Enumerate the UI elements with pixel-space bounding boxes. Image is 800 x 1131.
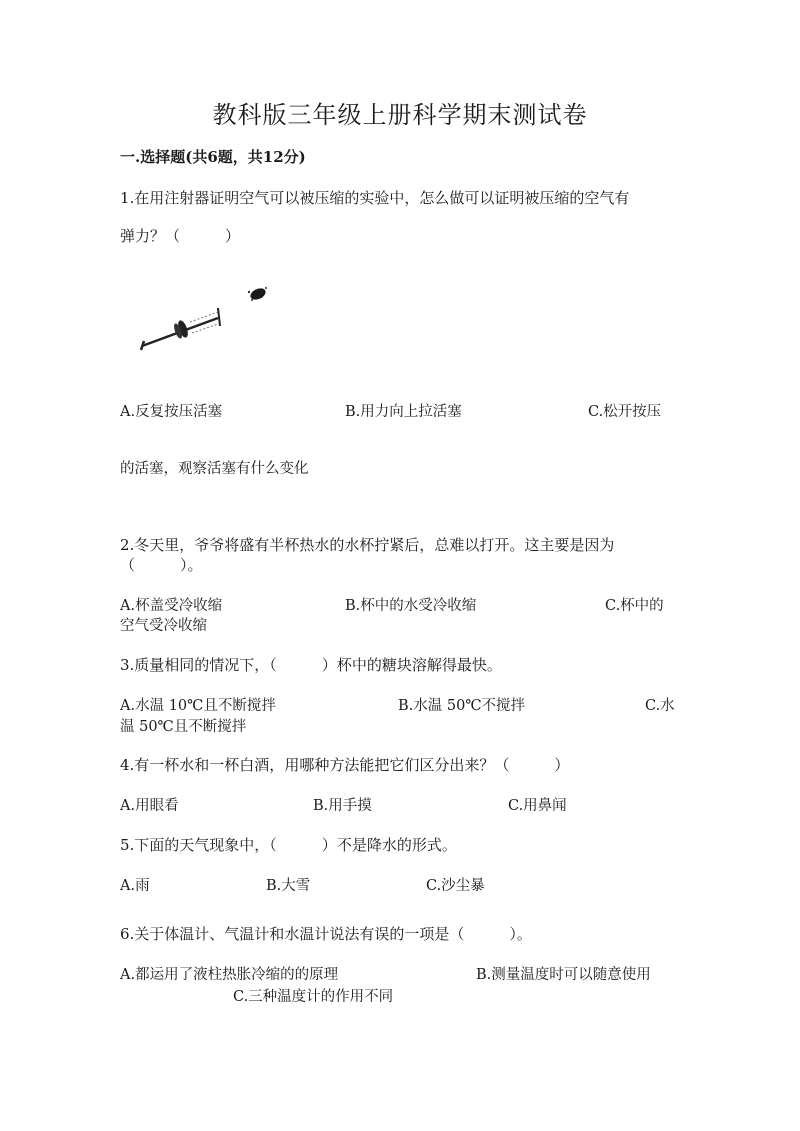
syringe-body <box>141 308 220 350</box>
question-3-option-a: A.水温 10℃且不断搅拌 <box>120 698 276 714</box>
question-6-option-c: C.三种温度计的作用不同 <box>233 989 394 1005</box>
question-3-option-b: B.水温 50℃不搅拌 <box>398 698 526 714</box>
question-1-stem-line-2: 弹力？（ ） <box>120 227 241 245</box>
question-4-option-c: C.用鼻闻 <box>508 798 567 814</box>
syringe-illustration <box>130 270 290 370</box>
question-2-option-b: B.杯中的水受冷收缩 <box>345 598 477 614</box>
question-5-stem: 5.下面的天气现象中，（ ）不是降水的形式。 <box>120 836 457 854</box>
syringe-cap <box>248 286 268 302</box>
question-3-option-c: C.水 <box>645 698 675 714</box>
question-3-stem: 3.质量相同的情况下，（ ）杯中的糖块溶解得最快。 <box>120 656 502 674</box>
question-5-option-b: B.大雪 <box>266 878 311 894</box>
question-5-option-a: A.雨 <box>120 878 150 894</box>
question-2-option-a: A.杯盖受冷收缩 <box>120 598 223 614</box>
question-1-stem-line-1: 1.在用注射器证明空气可以被压缩的实验中，怎么做可以证明被压缩的空气有 <box>120 189 630 207</box>
question-4-stem: 4.有一杯水和一杯白酒，用哪种方法能把它们区分出来？（ ） <box>120 756 570 774</box>
page-title: 教科版三年级上册科学期末测试卷 <box>212 101 588 129</box>
question-2-stem-line-1: 2.冬天里，爷爷将盛有半杯热水的水杯拧紧后，总难以打开。这主要是因为 <box>120 536 615 554</box>
question-1-option-b: B.用力向上拉活塞 <box>345 404 462 420</box>
question-2-option-c-continuation: 空气受冷收缩 <box>120 618 207 634</box>
question-1-option-c: C.松开按压 <box>588 404 662 420</box>
question-6-option-b: B.测量温度时可以随意使用 <box>476 967 651 983</box>
question-6-option-a: A.都运用了液柱热胀冷缩的的原理 <box>120 967 339 983</box>
question-1-option-c-continuation: 的活塞，观察活塞有什么变化 <box>120 461 309 477</box>
question-2-option-c: C.杯中的 <box>605 598 664 614</box>
question-3-option-c-continuation: 温 50℃且不断搅拌 <box>120 719 247 735</box>
section-heading: 一.选择题(共6题，共12分) <box>120 148 306 166</box>
question-1-option-a: A.反复按压活塞 <box>120 404 223 420</box>
question-2-stem-line-2: （ ）。 <box>120 556 203 574</box>
question-4-option-a: A.用眼看 <box>120 798 179 814</box>
question-6-stem: 6.关于体温计、气温计和水温计说法有误的一项是（ ）。 <box>120 925 532 943</box>
question-5-option-c: C.沙尘暴 <box>426 878 485 894</box>
question-4-option-b: B.用手摸 <box>313 798 372 814</box>
